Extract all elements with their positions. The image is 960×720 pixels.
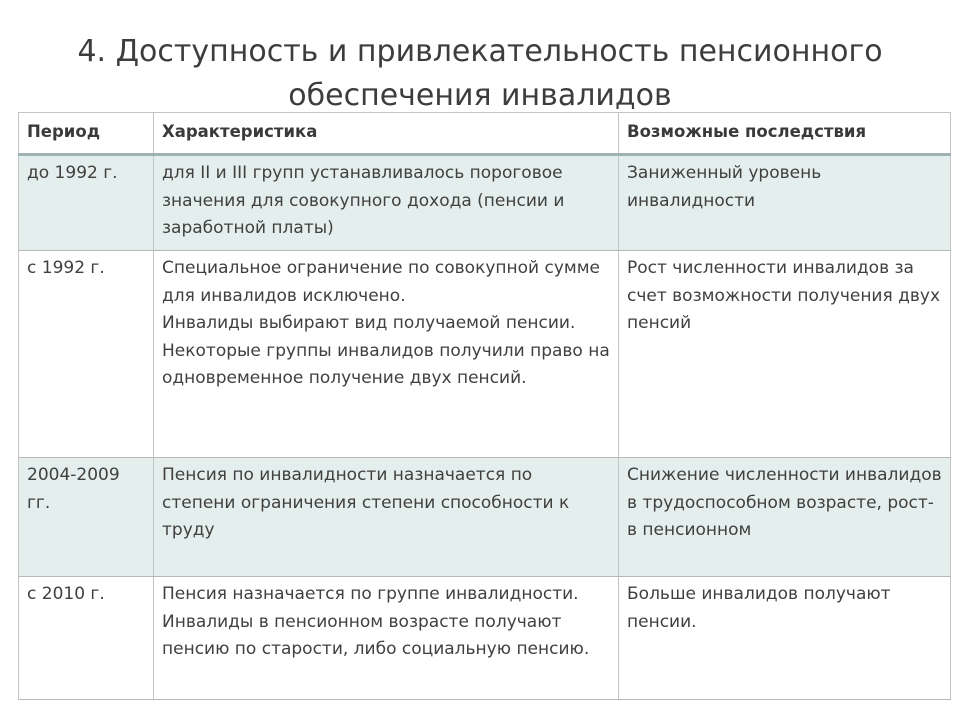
characteristic-text: Пенсия назначается по группе инвалидности. Инвалиды в пенсионном возрасте получают пенсию по старости, либо социальную пенсию.: [162, 584, 590, 659]
table-row: [19, 577, 951, 700]
cell-consequences: Заниженный уровень инвалидности: [619, 155, 951, 251]
header-consequences: Возможные последствия: [619, 113, 951, 155]
characteristic-text: Специальное ограничение по совокупной сумме для инвалидов исключено.: [162, 258, 600, 306]
cell-characteristic: [154, 155, 619, 251]
header-characteristic: Характеристика: [154, 113, 619, 155]
pension-table: [18, 112, 951, 700]
slide-title: [0, 30, 960, 118]
cell-period: с 2010 г.: [19, 577, 154, 700]
cell-consequences: Рост численности инвалидов за счет возможности получения двух пенсий: [619, 251, 951, 458]
characteristic-text: Пенсия по инвалидности назначается по степени ограничения степени способности к труду: [162, 465, 570, 540]
cell-period: 2004-2009 гг.: [19, 458, 154, 577]
cell-characteristic: [154, 458, 619, 577]
cell-period: с 1992 г.: [19, 251, 154, 458]
header-period: Период: [19, 113, 154, 155]
cell-characteristic: [154, 577, 619, 700]
table-row: [19, 251, 951, 458]
slide-title-line-2: обеспечения инвалидов: [288, 78, 672, 113]
characteristic-text: Инвалиды выбирают вид получаемой пенсии.: [162, 313, 576, 333]
characteristic-text: Некоторые группы инвалидов получили право на одновременное получение двух пенсий.: [162, 340, 610, 388]
cell-period: до 1992 г.: [19, 155, 154, 251]
cell-consequences: Больше инвалидов получают пенсии.: [619, 577, 951, 700]
slide-title-line-1: 4. Доступность и привлекательность пенсионного: [77, 34, 883, 69]
cell-consequences: Снижение численности инвалидов в трудоспособном возрасте, рост- в пенсионном: [619, 458, 951, 577]
characteristic-text: для II и III групп устанавливалось пороговое значения для совокупного дохода (пенсии и заработной платы): [162, 163, 565, 238]
table-row: [19, 155, 951, 251]
cell-characteristic: [154, 251, 619, 458]
table-header-row: [19, 113, 951, 155]
table-row: [19, 458, 951, 577]
